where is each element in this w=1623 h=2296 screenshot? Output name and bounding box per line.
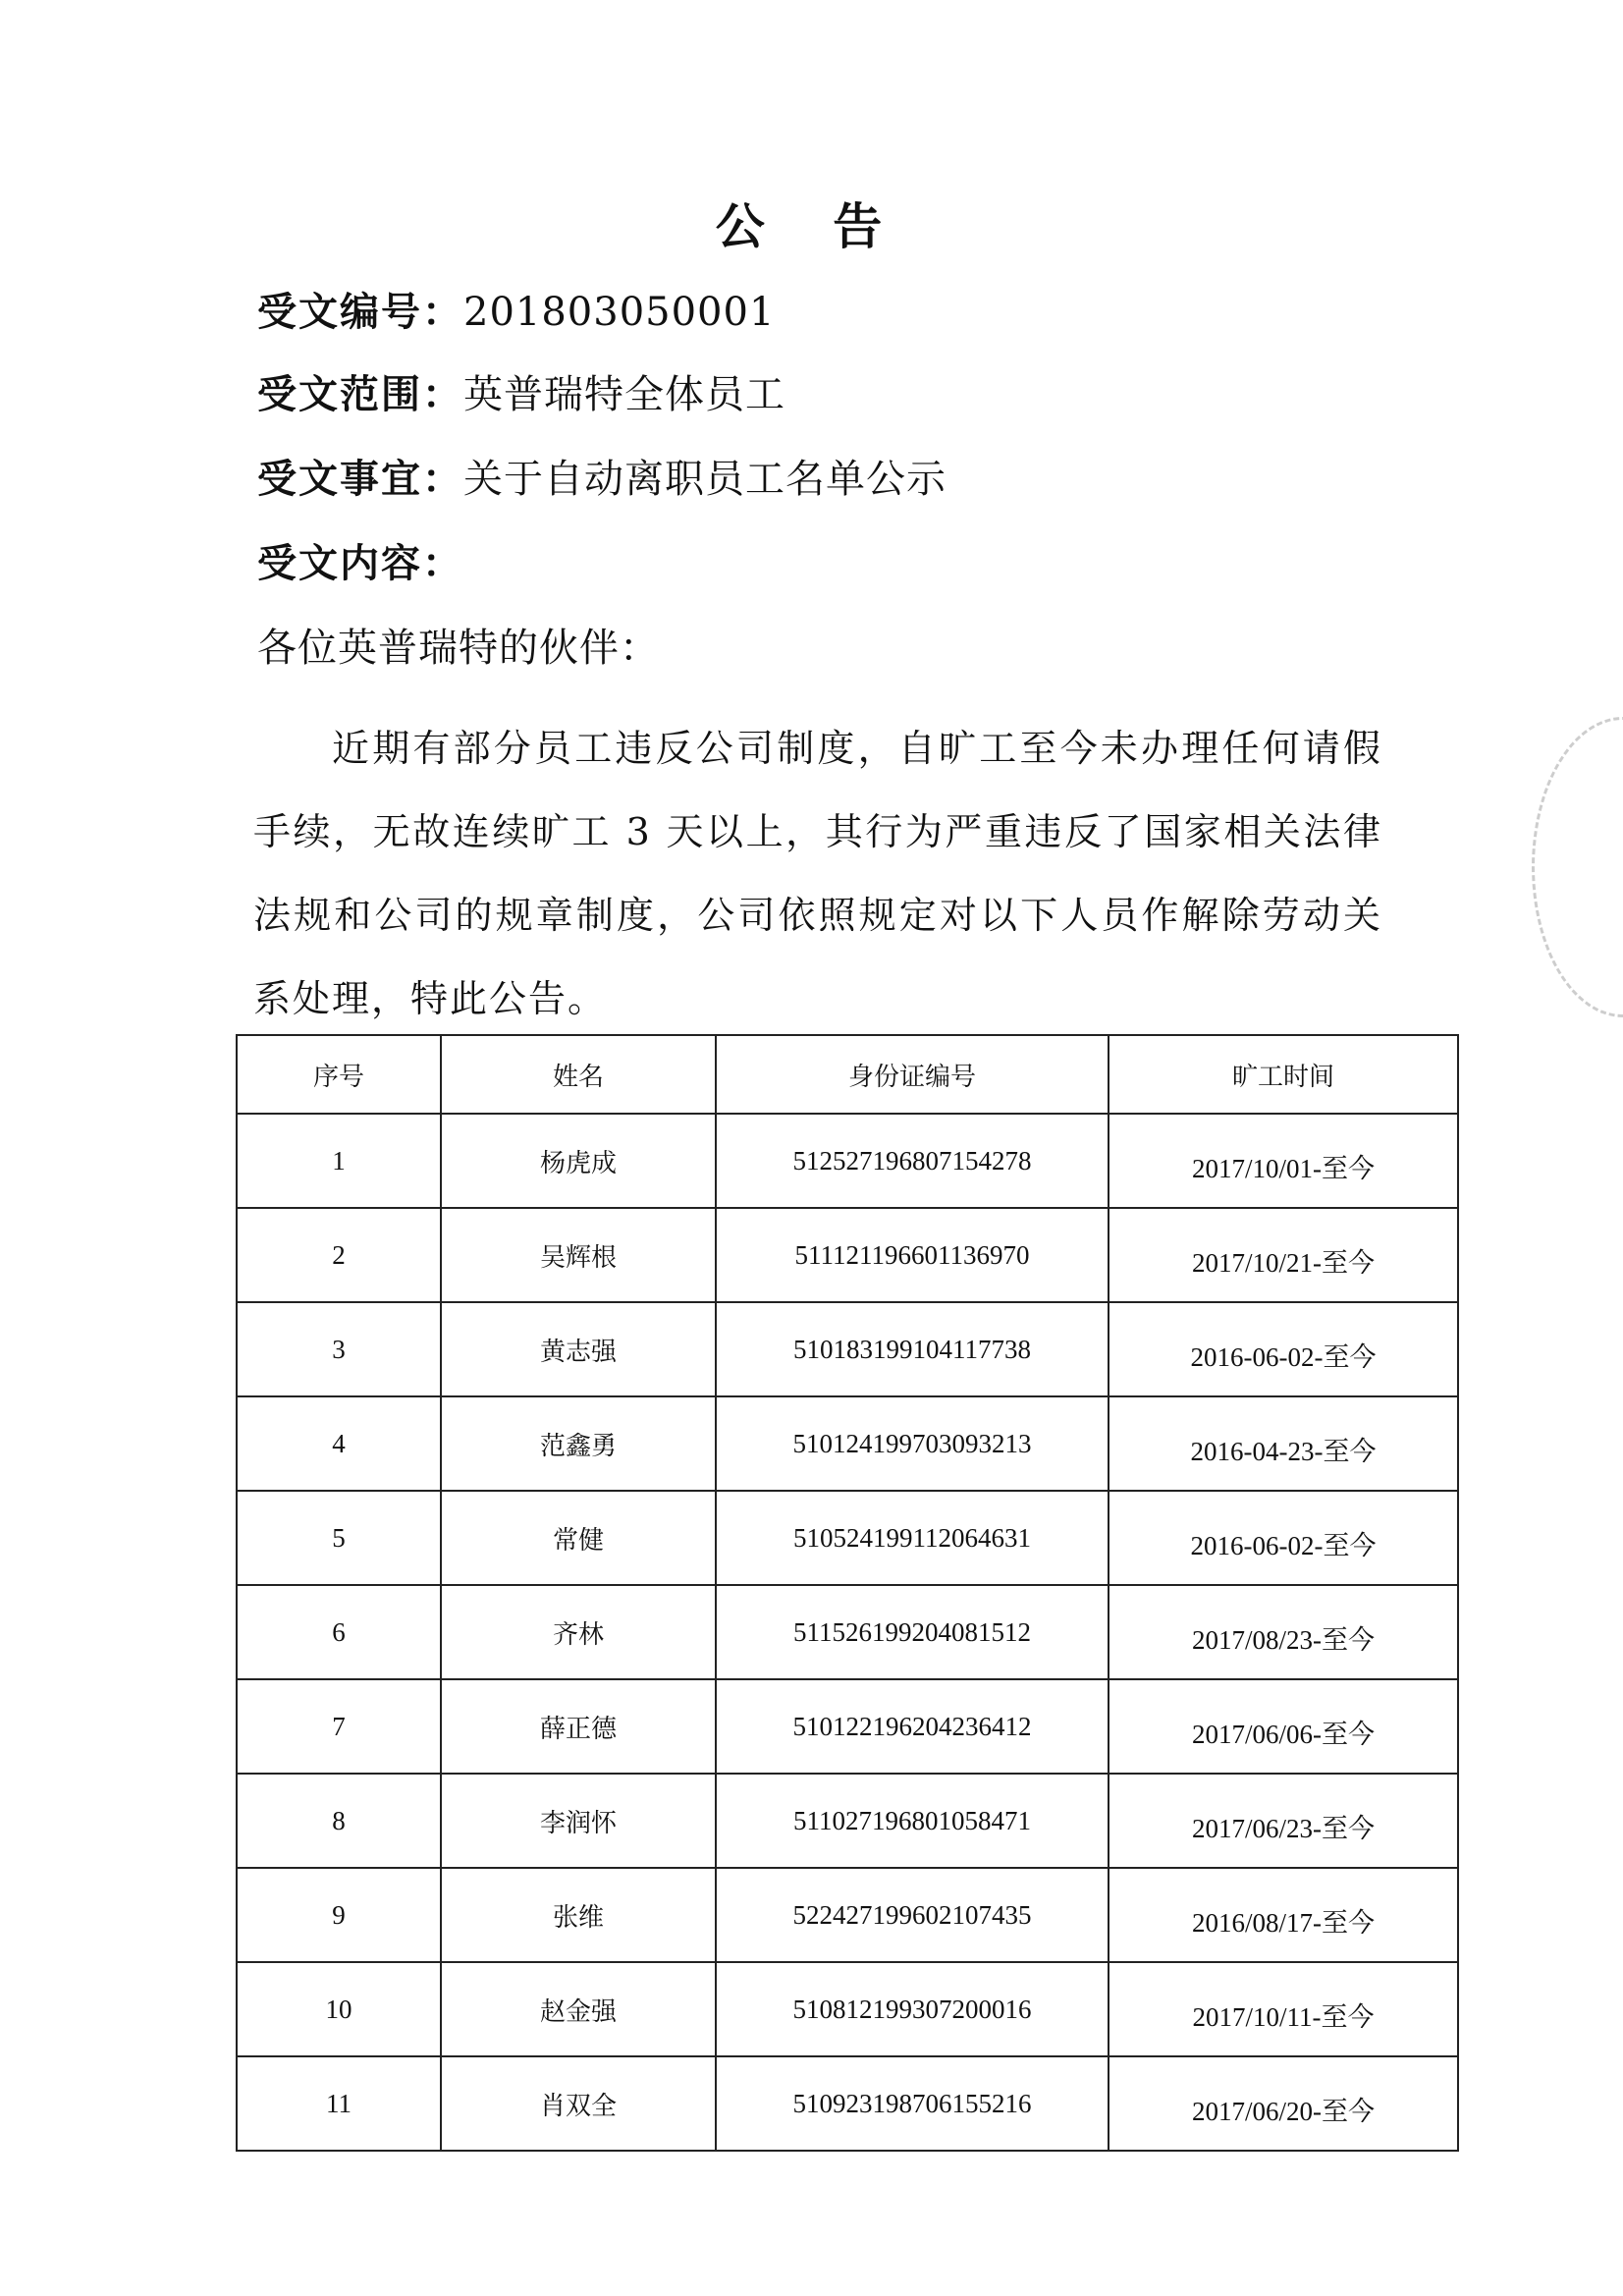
- employee-table-wrapper: [236, 1034, 1457, 2152]
- cell-seq: 11: [237, 2056, 441, 2151]
- seal-stamp: [1532, 717, 1623, 1017]
- meta-label: 受文范围：: [257, 371, 463, 417]
- cell-date: 2016/08/17-至今: [1109, 1868, 1458, 1962]
- cell-date: 2017/10/01-至今: [1109, 1114, 1458, 1208]
- cell-id: 511121196601136970: [716, 1208, 1109, 1302]
- table-row: [237, 1868, 1458, 1962]
- meta-label: 受文内容：: [257, 540, 463, 586]
- table-row: [237, 1114, 1458, 1208]
- cell-id: 522427199602107435: [716, 1868, 1109, 1962]
- meta-row-content: [257, 536, 463, 591]
- cell-date: 2017/06/20-至今: [1109, 2056, 1458, 2151]
- cell-id: 510124199703093213: [716, 1396, 1109, 1491]
- cell-date: 2017/10/11-至今: [1109, 1962, 1458, 2056]
- cell-name: 黄志强: [441, 1302, 716, 1396]
- header-seq: 序号: [237, 1035, 441, 1114]
- cell-date: 2017/08/23-至今: [1109, 1585, 1458, 1679]
- body-paragraph: 近期有部分员工违反公司制度，自旷工至今未办理任何请假手续，无故连续旷工 3 天以上，其行为严重违反了国家相关法律法规和公司的规章制度，公司依照规定对以下人员作解除劳动关系处理，特此公告。: [253, 727, 1382, 1020]
- cell-name: 范鑫勇: [441, 1396, 716, 1491]
- table-row: [237, 1679, 1458, 1774]
- cell-id: 510524199112064631: [716, 1491, 1109, 1585]
- table-row: [237, 2056, 1458, 2151]
- cell-name: 李润怀: [441, 1774, 716, 1868]
- cell-name: 张维: [441, 1868, 716, 1962]
- header-name: 姓名: [441, 1035, 716, 1114]
- cell-seq: 4: [237, 1396, 441, 1491]
- table-row: [237, 1396, 1458, 1491]
- cell-seq: 3: [237, 1302, 441, 1396]
- cell-date: 2016-06-02-至今: [1109, 1491, 1458, 1585]
- meta-value: 201803050001: [463, 290, 776, 335]
- cell-seq: 8: [237, 1774, 441, 1868]
- table-row: [237, 1302, 1458, 1396]
- cell-id: 511526199204081512: [716, 1585, 1109, 1679]
- meta-row-scope: [257, 367, 785, 422]
- cell-date: 2016-04-23-至今: [1109, 1396, 1458, 1491]
- cell-name: 肖双全: [441, 2056, 716, 2151]
- cell-id: 512527196807154278: [716, 1114, 1109, 1208]
- meta-row-subject: [257, 452, 947, 507]
- cell-name: 齐林: [441, 1585, 716, 1679]
- cell-date: 2017/06/23-至今: [1109, 1774, 1458, 1868]
- table-row: [237, 1962, 1458, 2056]
- table-header-row: [237, 1035, 1458, 1114]
- header-id: 身份证编号: [716, 1035, 1109, 1114]
- cell-seq: 1: [237, 1114, 441, 1208]
- cell-id: 510923198706155216: [716, 2056, 1109, 2151]
- table-row: [237, 1774, 1458, 1868]
- cell-date: 2016-06-02-至今: [1109, 1302, 1458, 1396]
- table-row: [237, 1208, 1458, 1302]
- employee-table: [236, 1034, 1459, 2152]
- meta-label: 受文编号：: [257, 289, 463, 335]
- cell-seq: 7: [237, 1679, 441, 1774]
- meta-row-number: [257, 285, 775, 340]
- cell-seq: 6: [237, 1585, 441, 1679]
- cell-seq: 5: [237, 1491, 441, 1585]
- cell-id: 511027196801058471: [716, 1774, 1109, 1868]
- cell-id: 510812199307200016: [716, 1962, 1109, 2056]
- cell-name: 杨虎成: [441, 1114, 716, 1208]
- document-title: 公 告: [715, 197, 908, 255]
- meta-value: 英普瑞特全体员工: [463, 372, 785, 417]
- cell-seq: 2: [237, 1208, 441, 1302]
- table-row: [237, 1491, 1458, 1585]
- cell-date: 2017/06/06-至今: [1109, 1679, 1458, 1774]
- table-row: [237, 1585, 1458, 1679]
- cell-name: 常健: [441, 1491, 716, 1585]
- cell-id: 510122196204236412: [716, 1679, 1109, 1774]
- cell-seq: 10: [237, 1962, 441, 2056]
- header-date: 旷工时间: [1109, 1035, 1458, 1114]
- greeting: 各位英普瑞特的伙伴：: [257, 626, 660, 671]
- meta-value: 关于自动离职员工名单公示: [463, 457, 947, 502]
- cell-name: 薛正德: [441, 1679, 716, 1774]
- meta-label: 受文事宜：: [257, 456, 463, 502]
- cell-date: 2017/10/21-至今: [1109, 1208, 1458, 1302]
- cell-name: 赵金强: [441, 1962, 716, 2056]
- cell-name: 吴辉根: [441, 1208, 716, 1302]
- cell-seq: 9: [237, 1868, 441, 1962]
- cell-id: 510183199104117738: [716, 1302, 1109, 1396]
